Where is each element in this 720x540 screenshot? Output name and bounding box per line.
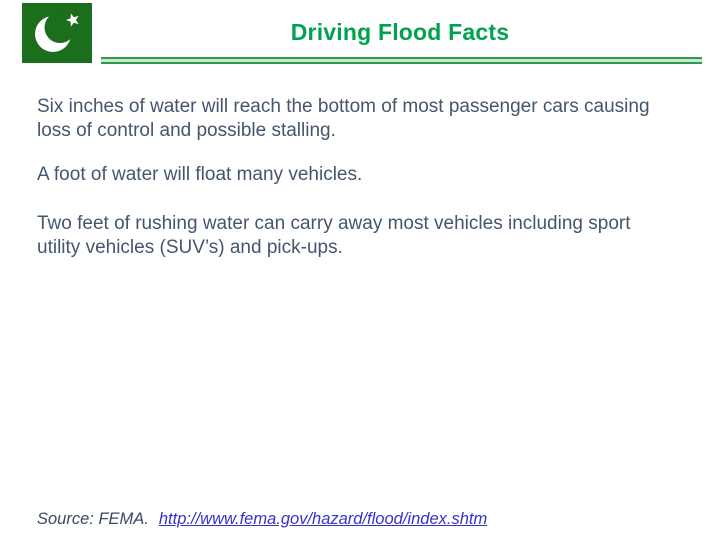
title-underline-rule — [101, 57, 702, 64]
body-line: loss of control and possible stalling. — [37, 119, 336, 141]
source-hyperlink[interactable]: http://www.fema.gov/hazard/flood/index.shtm — [158, 510, 488, 528]
source-attribution — [37, 509, 487, 529]
source-label: Source: FEMA. — [37, 510, 149, 528]
body-line: Two feet of rushing water can carry away most vehicles including sport — [37, 213, 631, 234]
page-title: Driving Flood Facts — [290, 19, 510, 45]
body-paragraph-3 — [37, 212, 702, 259]
body-paragraph-2 — [37, 163, 702, 187]
body-paragraph-1 — [37, 95, 702, 142]
body-line: utility vehicles (SUV’s) and pick-ups. — [37, 236, 343, 258]
body-line: Six inches of water will reach the bottom of most passenger cars causing — [37, 96, 650, 117]
pakistan-flag-icon — [22, 3, 92, 63]
body-line: A foot of water will float many vehicles. — [37, 164, 363, 185]
